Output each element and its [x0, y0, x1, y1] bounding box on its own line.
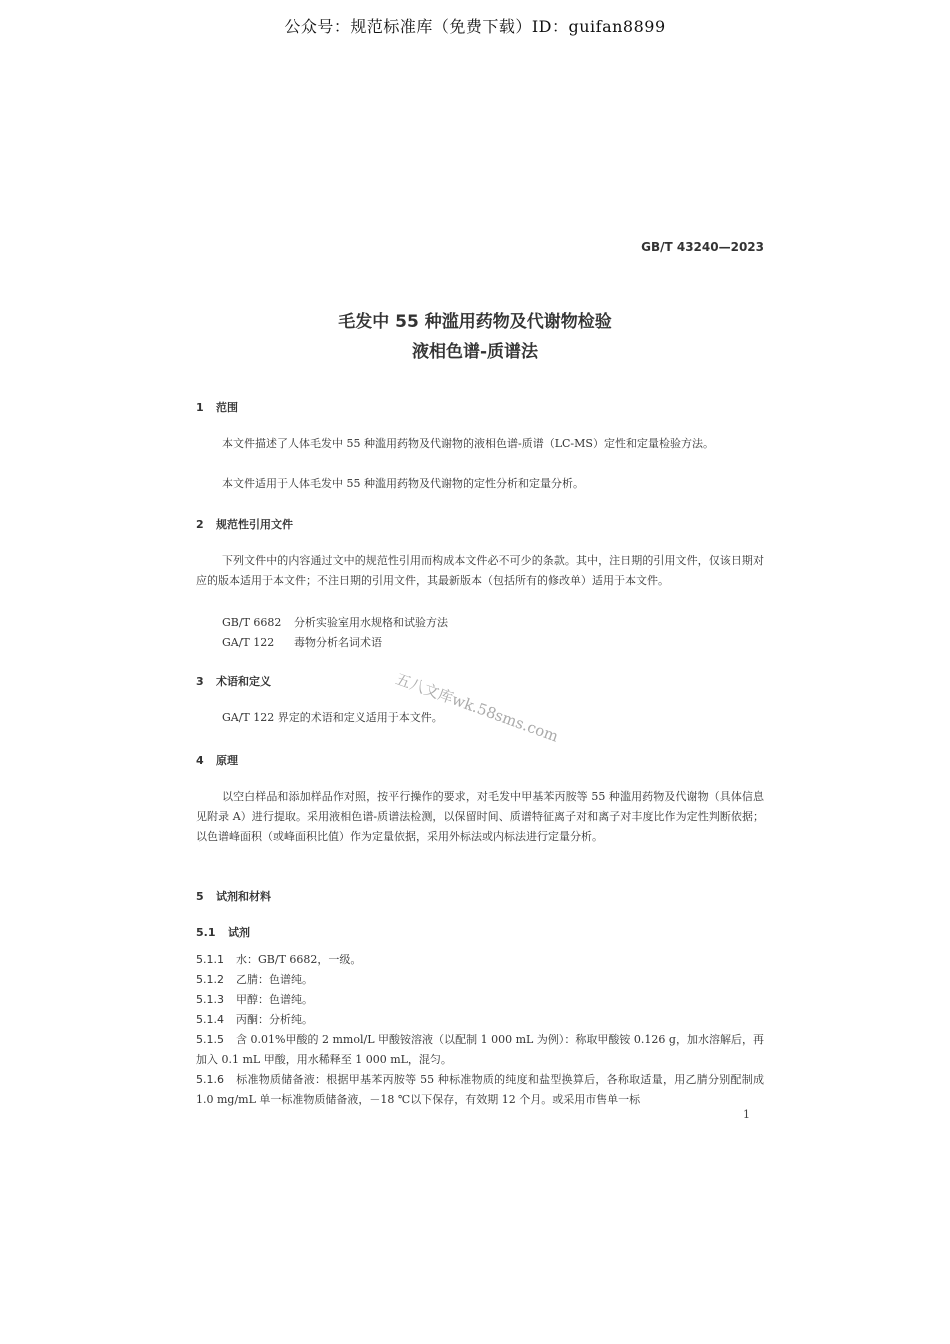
- section-5-heading: [196, 888, 271, 904]
- reference-code: GA/T 122: [222, 636, 275, 649]
- page-number: 1: [743, 1108, 750, 1121]
- section-2-heading: [196, 516, 293, 532]
- reagent-item: [196, 1070, 764, 1110]
- normative-reference: [222, 634, 382, 650]
- reagent-item: [196, 970, 764, 990]
- item-number: 5.1.6: [196, 1073, 224, 1086]
- reference-name: 毒物分析名词术语: [294, 636, 382, 649]
- item-number: 5.1.2: [196, 973, 224, 986]
- section-number: 5: [196, 890, 204, 903]
- reagent-item: [196, 1030, 764, 1070]
- document-title-line1: 毛发中 55 种滥用药物及代谢物检验: [338, 312, 612, 332]
- item-text: 标准物质储备液：根据甲基苯丙胺等 55 种标准物质的纯度和盐型换算后，各称取适量，用乙腈分别配制成 1.0 mg/mL 单一标准物质储备液，－18 ℃以下保存，有效期 12 个月。或采用市售单一标: [196, 1073, 764, 1106]
- item-number: 5.1.5: [196, 1033, 224, 1046]
- document-title-line2: 液相色谱-质谱法: [411, 342, 539, 362]
- section-number: 1: [196, 401, 204, 414]
- watermark: 五八文库wk.58sms.com: [393, 669, 561, 746]
- section-4-heading: [196, 752, 238, 768]
- item-text: 乙腈：色谱纯。: [236, 973, 313, 986]
- section-title: 原理: [216, 754, 238, 767]
- section-3-heading: [196, 673, 271, 689]
- subsection-title: 试剂: [228, 926, 250, 939]
- item-text: 含 0.01%甲酸的 2 mmol/L 甲酸铵溶液（以配制 1 000 mL 为例）：称取甲酸铵 0.126 g，加水溶解后，再加入 0.1 mL 甲酸，用水稀释至 1 000 mL，混匀。: [196, 1033, 764, 1066]
- section-1-heading: [196, 399, 238, 415]
- section-title: 规范性引用文件: [216, 518, 293, 531]
- subsection-number: 5.1: [196, 926, 216, 939]
- item-number: 5.1.1: [196, 953, 224, 966]
- reagent-item: [196, 1010, 764, 1030]
- subsection-5-1-heading: [196, 924, 250, 940]
- section-title: 术语和定义: [216, 675, 271, 688]
- header-banner: 公众号：规范标准库（免费下载）ID：guifan8899: [284, 17, 666, 36]
- section-title: 试剂和材料: [216, 890, 271, 903]
- item-text: 甲醇：色谱纯。: [236, 993, 313, 1006]
- normative-reference: [222, 614, 448, 630]
- section-1-paragraph-1: 本文件描述了人体毛发中 55 种滥用药物及代谢物的液相色谱-质谱（LC-MS）定性和定量检验方法。: [222, 437, 714, 450]
- item-text: 水：GB/T 6682，一级。: [236, 953, 362, 966]
- standard-number: GB/T 43240—2023: [641, 240, 764, 254]
- section-2-paragraph-1: 下列文件中的内容通过文中的规范性引用而构成本文件必不可少的条款。其中，注日期的引用文件，仅该日期对应的版本适用于本文件；不注日期的引用文件，其最新版本（包括所有的修改单）适用于本文件。: [196, 554, 764, 587]
- item-number: 5.1.4: [196, 1013, 224, 1026]
- section-4-paragraph-1: 以空白样品和添加样品作对照，按平行操作的要求，对毛发中甲基苯丙胺等 55 种滥用药物及代谢物（具体信息见附录 A）进行提取。采用液相色谱-质谱法检测，以保留时间、质谱特征离子对和离子对丰度比作为定性判断依据；以色谱峰面积（或峰面积比值）作为定量依据，采用外标法或内标法进行定量分析。: [196, 790, 764, 843]
- section-number: 2: [196, 518, 204, 531]
- section-number: 4: [196, 754, 204, 767]
- reference-name: 分析实验室用水规格和试验方法: [294, 616, 448, 629]
- item-number: 5.1.3: [196, 993, 224, 1006]
- section-number: 3: [196, 675, 204, 688]
- item-text: 丙酮：分析纯。: [236, 1013, 313, 1026]
- reference-code: GB/T 6682: [222, 616, 282, 629]
- section-1-paragraph-2: 本文件适用于人体毛发中 55 种滥用药物及代谢物的定性分析和定量分析。: [222, 477, 584, 490]
- section-title: 范围: [216, 401, 238, 414]
- reagent-item: [196, 950, 764, 970]
- section-3-paragraph-1: GA/T 122 界定的术语和定义适用于本文件。: [222, 711, 443, 724]
- reagent-item: [196, 990, 764, 1010]
